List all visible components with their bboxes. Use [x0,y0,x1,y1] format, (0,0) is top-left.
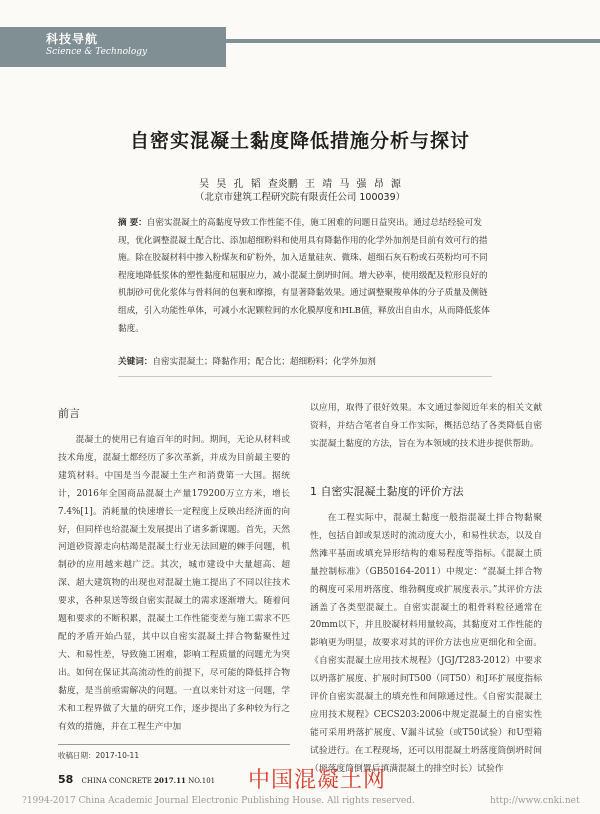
keywords-label: 关键词： [118,357,153,367]
article-title: 自密实混凝土黏度降低措施分析与探讨 [129,130,470,152]
section-heading-1: 1 自密实混凝土黏度的评价方法 [310,485,464,498]
divider [118,376,492,377]
authors: 吴 昊 孔 韬 查炎鹏 王 靖 马 强 昂 源 [199,179,401,190]
section-label-en: Science & Technology [46,47,148,57]
keywords [118,355,492,367]
journal-no: NO.101 [188,777,216,785]
cnki-url[interactable]: http://www.cnki.net [490,796,580,806]
affiliation: （北京市建筑工程研究院有限责任公司 100039） [194,192,406,203]
section-header [0,27,600,67]
copyright: ?1994-2017 China Academic Journal Electronic Publishing House. All rights reserved. [22,796,415,806]
section-label-zh: 科技导航 [46,32,99,46]
paragraph: 混凝土的使用已有逾百年的时间。期间，无论从材料或技术角度，混凝土都经历了多次革新，并成为目前最主要的建筑材料。中国是当今混凝土生产和消费第一大国。据统计，2016年全国商品混凝土产量179200万立方米，增长7.4%[1]。消耗量的快速增长一定程度上反映出经济面的向好，但同样也给混凝土发展提出了诸多新课题。首先，天然河道砂资源走向枯竭是混凝土行业无法回避的棘手问题，机制砂的应用越来越广泛。其次，城市建设中大量超高、超深、超大建筑物的出现也对混凝土施工提出了不同以往技术要求，各种泵送等级自密实混凝土的需求逐渐增大。随着问题和要求的不断积累，混凝土工作性能变差与施工需求不匹配的矛盾开始凸显，其中以自密实混凝土拌合物黏聚性过大、和易性差，导致施工困难，影响工程质量的问题尤为突出。如何在保证其高流动性的前提下，尽可能的降低拌合物黏度，是当前亟需解决的问题。一直以来针对这一问题，学术和工程界做了大量的研究工作，逐步提出了多种较为行之有效的措施，并在工程生产中加 [58,435,290,732]
keywords-text: 自密实混凝土；降黏作用；配合比；超细粉料；化学外加剂 [152,357,376,367]
column-right-top [310,400,542,454]
page-footer [58,773,215,786]
journal-issue: 2017.11 [154,776,186,785]
abstract-text: 自密实混凝土的高黏度导致工作性能不佳，施工困难的问题日益突出。通过总结经验可发现，优化调整混凝土配合比、添加超细粉料和使用具有降黏作用的化学外加剂是目前有效可行的措施。除在胶凝材料中掺入粉煤灰和矿粉外，加入适量硅灰、微珠、超细石灰石粉或石英粉均可不同程度地降低浆体的塑性黏度和屈服应力，减小混凝土倒坍时间。增大砂率，使用级配及粒形良好的机制砂可优化浆体与骨料间的包裹和摩擦，有显著降黏效果。通过调整聚羧单体的分子质量及侧链组成，引入功能性单体，可减小水泥颗粒间的水化膜厚度和HLB值，释放出自由水，从而降低浆体黏度。 [118,218,490,334]
preface-heading: 前言 [58,407,80,420]
received-date: 收稿日期：2017-10-11 [58,751,140,760]
page-number: 58 [58,773,74,786]
column-left [58,432,290,736]
paragraph: 在工程实际中，混凝土黏度一般指混凝土拌合物黏聚性，包括自卸或泵送时的流动度大小，和易性状态，以及自然滩平基面或填充异形结构的难易程度等指标。《混凝土质量控制标准》（GB50164-2011）中规定：“混凝土拌合物的稠度可采用坍落度、维勃稠度或扩展度表示。”其评价方法涵盖了各类型混凝土。自密实混凝土的粗骨料粒径通常在20mm以下，并且胶凝材料用量较高，其黏度对工作性能的影响更为明显，故要求对其的评价方法也应更细化和全面。《自密实混凝土应用技术规程》（JGJ/T283-2012）中要求以坍落扩展度、扩展时间T500（同T50）和J环扩展度指标评价自密实混凝土的填充性和间隙通过性。《自密实混凝土应用技术规程》CECS203:2006中规定混凝土的自密实性能可采用坍落扩展度、V漏斗试验（或T50试验）和U型箱试验进行。在工程现场，还可以用混凝土坍落度筒倒坍时间（坍落度筒倒置后填满混凝土的排空时长）试验作 [310,513,542,774]
abstract [118,215,492,338]
journal-name: CHINA CONCRETE [81,777,152,785]
watermark: 中国混凝土网 [248,768,387,793]
paragraph: 以应用，取得了很好效果。本文通过参阅近年来的相关文献资料，并结合笔者自身工作实际，概括总结了各类降低自密实混凝土黏度的方法，旨在为本领域的技术进步提供帮助。 [310,403,542,449]
received-divider [58,744,290,745]
column-right [310,510,542,779]
abstract-label: 摘 要： [118,218,147,228]
